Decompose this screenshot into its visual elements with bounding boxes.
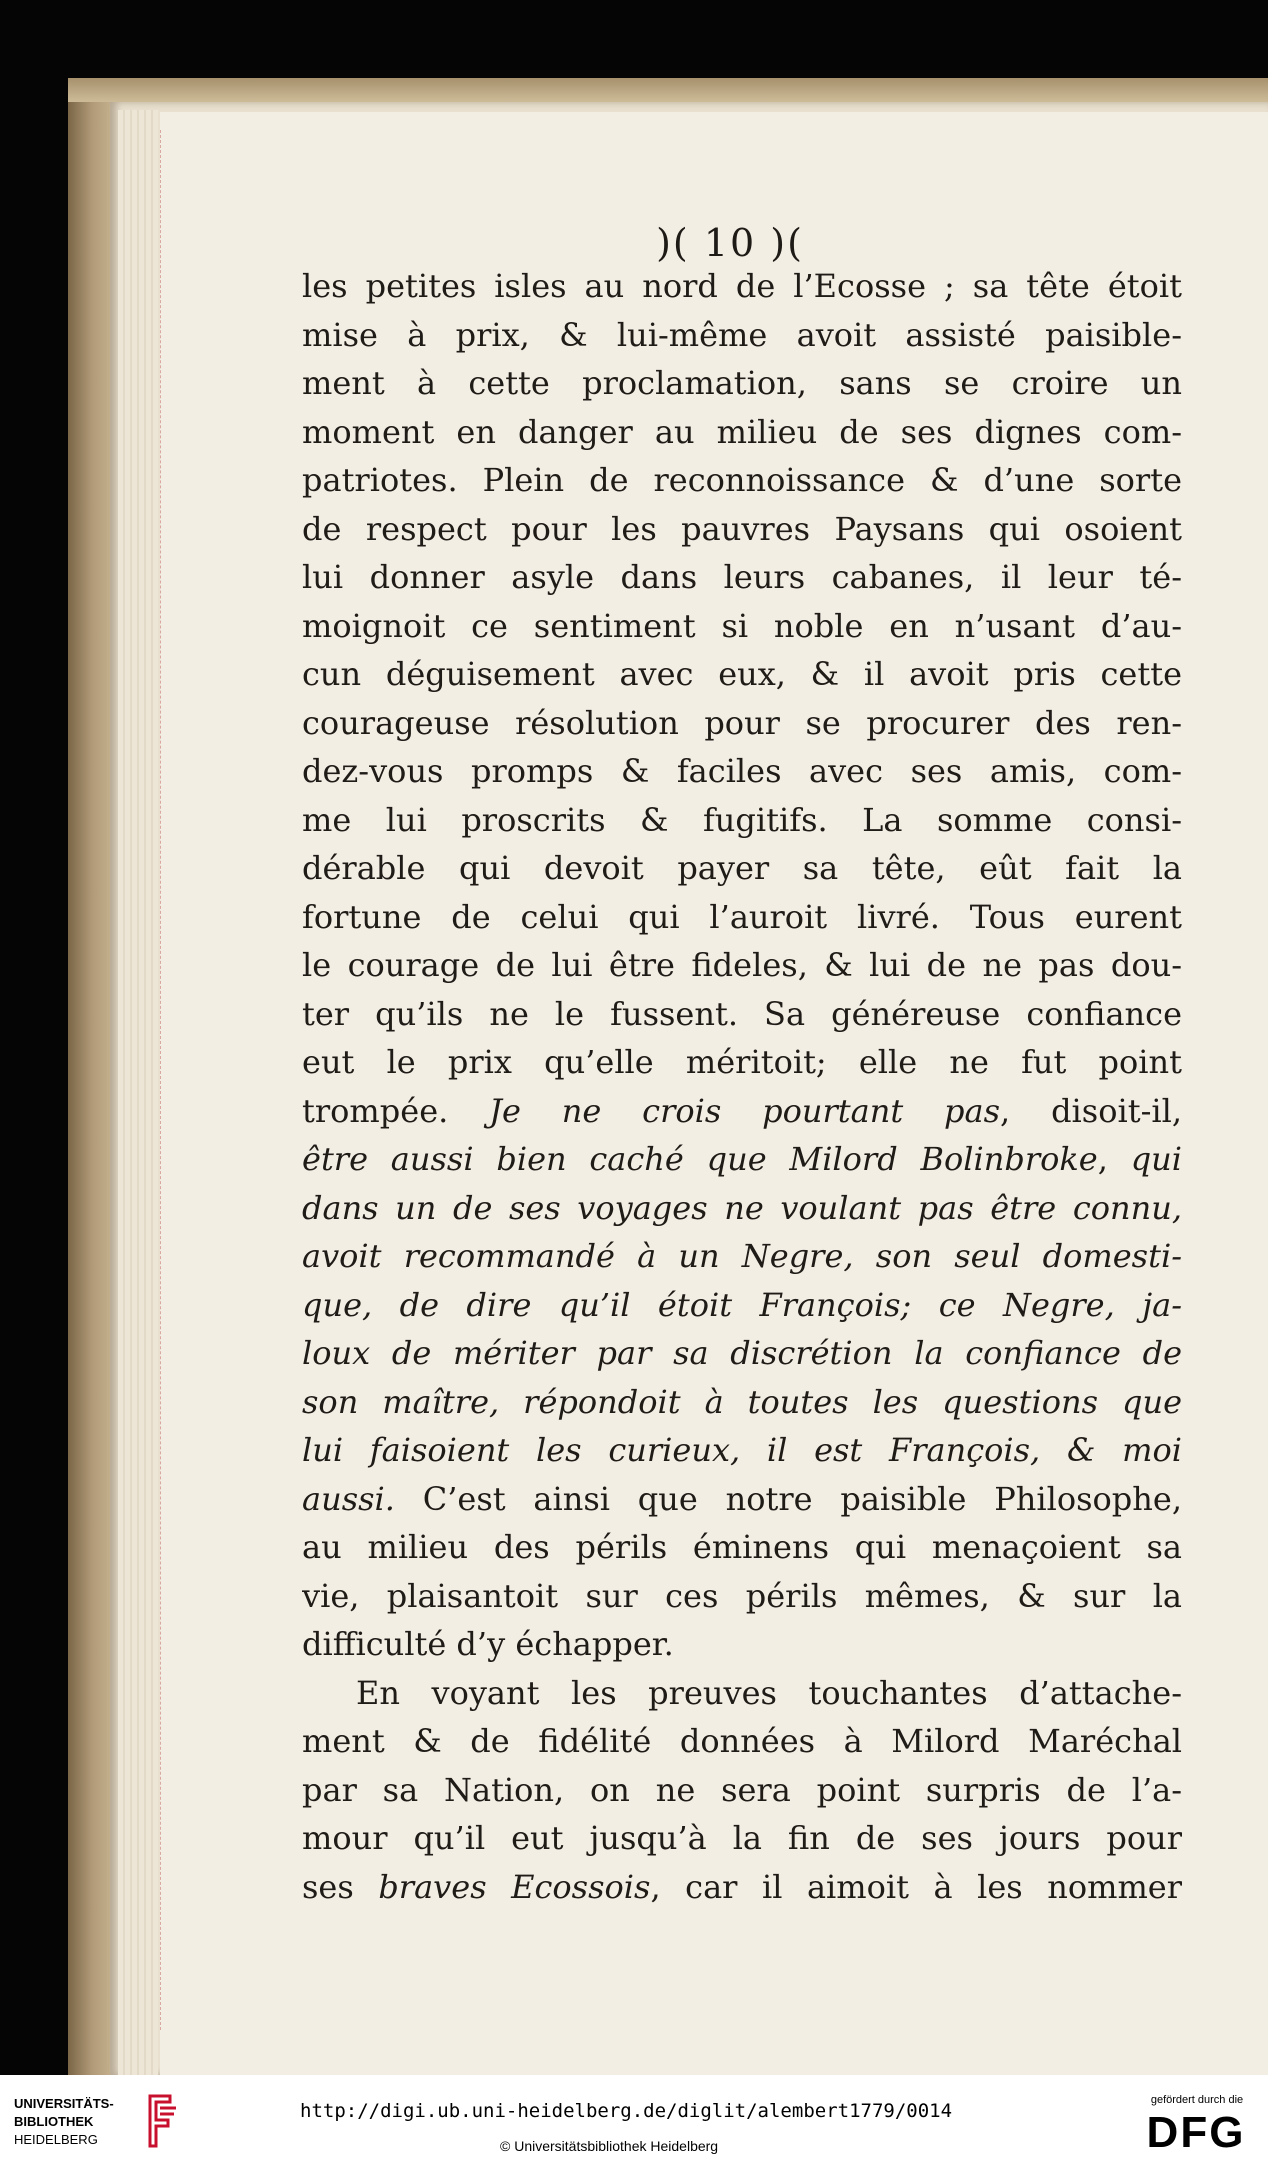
funder-label: gefördert durch die	[1150, 2094, 1244, 2106]
text-line: cun déguisement avec eux, & il avoit pris cette	[302, 655, 1182, 693]
text-line: de respect pour les pauvres Paysans qui osoient	[302, 509, 1182, 548]
text-run: C’est ainsi que notre paisible Philosophe,	[394, 1479, 1182, 1518]
text-line: difficulté d’y échapper.	[302, 1625, 674, 1663]
italic-line: dans un de ses voyages ne voulant pas être connu,	[302, 1188, 1182, 1227]
margin-rule	[160, 130, 162, 2030]
italic-line: avoit recommandé à un Negre, son seul domesti-	[302, 1237, 1182, 1275]
text-line: dérable qui devoit payer sa tête, eût fait la	[302, 849, 1182, 887]
text-line: fortune de celui qui l’auroit livré. Tous eurent	[302, 897, 1182, 936]
text-run: , car il aimoit à les nommer	[650, 1867, 1182, 1906]
text-line: mour qu’il eut jusqu’à la fin de ses jours pour	[302, 1819, 1182, 1857]
text-line: ter qu’ils ne le fussent. Sa généreuse confiance	[302, 994, 1182, 1033]
library-name-line: BIBLIOTHEK	[14, 2114, 94, 2129]
copyright-notice: © Universitätsbibliothek Heidelberg	[500, 2138, 719, 2154]
text-line: par sa Nation, on ne sera point surpris de l’a-	[302, 1770, 1182, 1809]
text-run: trompée.	[302, 1091, 490, 1130]
body-text	[302, 262, 1182, 1911]
text-line: au milieu des périls éminens qui menaçoient sa	[302, 1528, 1182, 1566]
cover-top-edge	[68, 78, 1268, 102]
text-line-mixed	[302, 1087, 1182, 1136]
library-name-line: HEIDELBERG	[14, 2132, 98, 2147]
text-line: me lui proscrits & fugitifs. La somme consi-	[302, 800, 1182, 839]
page-number-header: )( 10 )(	[656, 221, 804, 265]
library-name-line: UNIVERSITÄTS-	[14, 2096, 114, 2111]
text-line: moment en danger au milieu de ses dignes com-	[302, 412, 1182, 451]
text-line: eut le prix qu’elle méritoit; elle ne fut point	[302, 1043, 1182, 1081]
text-run: ses	[302, 1867, 379, 1906]
italic-run: qui	[1130, 1140, 1182, 1178]
text-line: courageuse résolution pour se procurer des ren-	[302, 703, 1182, 742]
text-line: lui donner asyle dans leurs cabanes, il leur té-	[302, 558, 1182, 596]
text-line: dez-vous promps & faciles avec ses amis, com-	[302, 752, 1182, 790]
text-line: mise à prix, & lui-même avoit assisté paisible-	[302, 315, 1182, 354]
text-run: ,	[1097, 1140, 1131, 1178]
italic-line: lui faisoient les curieux, il est François, & moi	[302, 1431, 1182, 1469]
italic-line: son maître, répondoit à toutes les questions que	[302, 1382, 1182, 1421]
text-line-mixed	[302, 1863, 1182, 1912]
text-run: , disoit-il,	[1000, 1091, 1182, 1130]
text-line: patriotes. Plein de reconnoissance & d’une sorte	[302, 461, 1182, 499]
italic-run: aussi.	[302, 1479, 395, 1518]
text-line: ment & de fidélité données à Milord Maréchal	[302, 1722, 1182, 1760]
italic-line: loux de mériter par sa discrétion la confiance de	[302, 1334, 1182, 1372]
text-line: En voyant les preuves touchantes d’attache-	[356, 1673, 1182, 1712]
text-line: le courage de lui être fideles, & lui de ne pas dou-	[302, 946, 1182, 984]
page-leaves	[118, 110, 158, 2075]
text-line: vie, plaisantoit sur ces périls mêmes, & sur la	[302, 1576, 1182, 1615]
text-line: les petites isles au nord de l’Ecosse ; sa tête étoit	[302, 267, 1182, 305]
text-line-mixed	[302, 1135, 1182, 1184]
italic-run: être aussi bien caché que Milord Bolinbroke	[302, 1140, 1098, 1178]
italic-run: Je ne crois pourtant pas	[489, 1091, 1001, 1130]
text-line-mixed	[302, 1475, 1182, 1524]
text-line: ment à cette proclamation, sans se croire un	[302, 364, 1182, 402]
funder-logo: DFG	[1146, 2108, 1246, 2157]
permalink-url[interactable]: http://digi.ub.uni-heidelberg.de/diglit/alembert1779/0014	[300, 2100, 953, 2122]
library-logo-icon	[146, 2090, 180, 2152]
italic-line: que, de dire qu’il étoit François; ce Negre, ja-	[302, 1285, 1182, 1324]
library-logo-text	[14, 2095, 134, 2155]
text-line: moignoit ce sentiment si noble en n’usant d’au-	[302, 606, 1182, 645]
italic-run: braves Ecossois	[378, 1867, 651, 1906]
